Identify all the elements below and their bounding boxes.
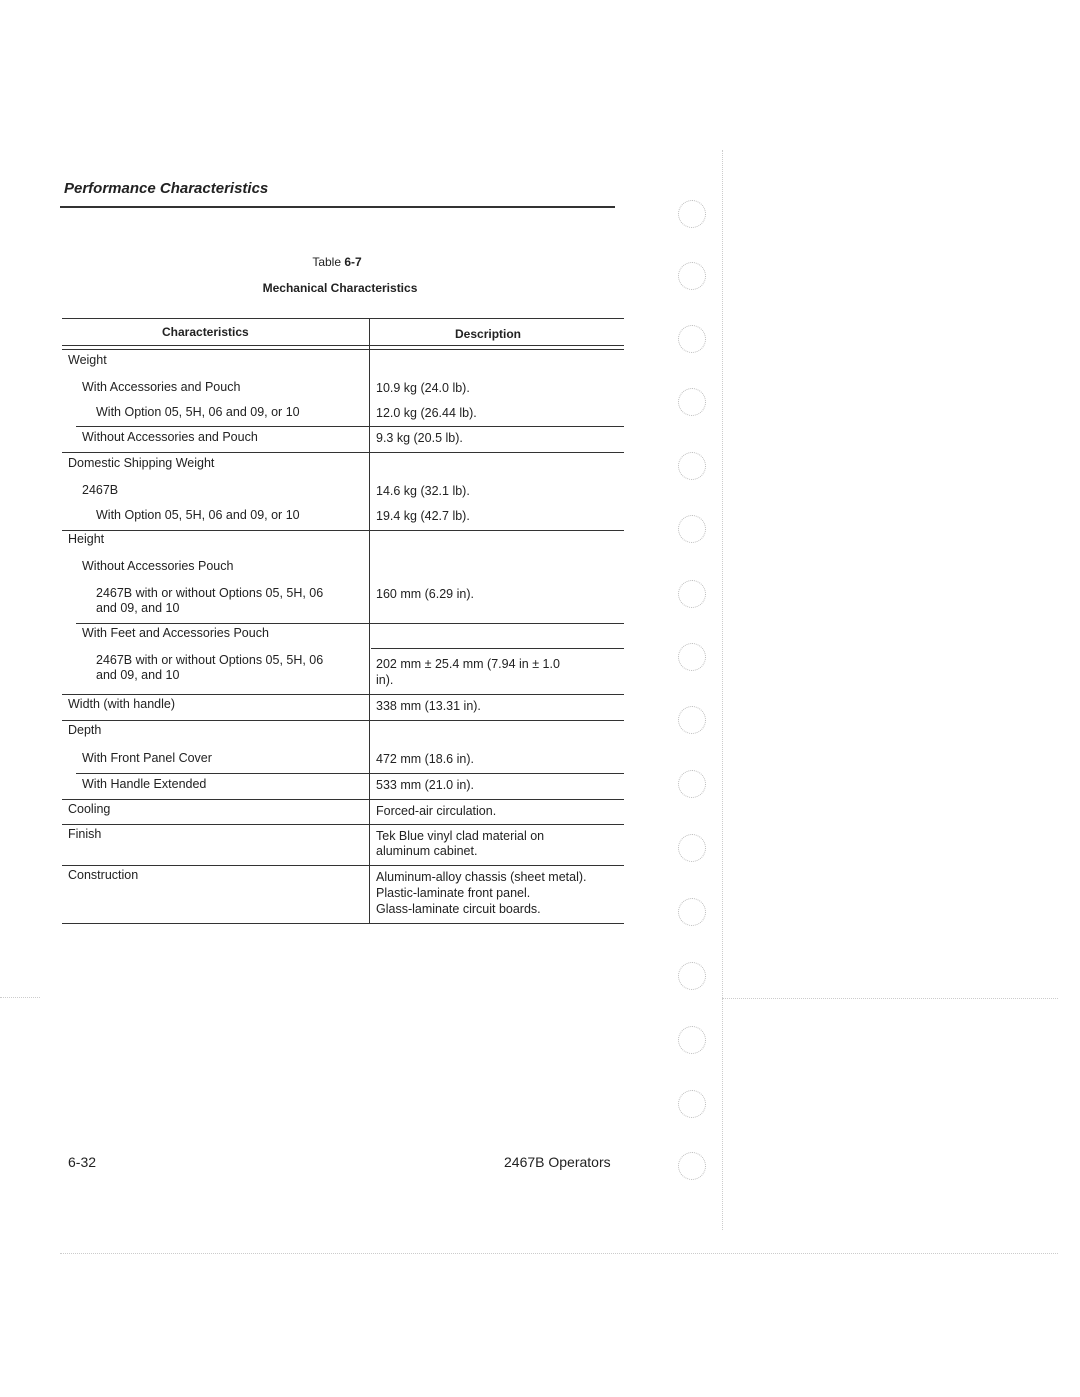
row-domestic-shipping: Domestic Shipping Weight <box>68 456 215 470</box>
row-cooling: Cooling <box>68 802 111 816</box>
value-without-accessories: 9.3 kg (20.5 lb). <box>376 431 463 445</box>
binder-hole <box>678 643 706 671</box>
row-with-feet: With Feet and Accessories Pouch <box>82 626 269 640</box>
row-height-option-1: 2467B with or without Options 05, 5H, 06 <box>96 586 324 600</box>
row-with-option: With Option 05, 5H, 06 and 09, or 10 <box>96 405 300 419</box>
value-model: 14.6 kg (32.1 lb). <box>376 484 470 498</box>
manual-title: 2467B Operators <box>504 1154 611 1170</box>
row-model: 2467B <box>82 483 119 497</box>
row-rule <box>62 824 624 825</box>
row-height-option-2: 2467B with or without Options 05, 5H, 06 <box>96 653 324 667</box>
table-number-label: Table <box>312 255 341 269</box>
value-height-option-1: 160 mm (6.29 in). <box>376 587 474 601</box>
table-number <box>57 255 617 269</box>
row-shipping-option: With Option 05, 5H, 06 and 09, or 10 <box>96 508 300 522</box>
row-finish: Finish <box>68 827 102 841</box>
row-height: Height <box>68 532 105 546</box>
row-rule <box>76 623 624 624</box>
scan-artifact <box>722 998 1058 999</box>
value-width: 338 mm (13.31 in). <box>376 699 481 713</box>
row-rule <box>62 694 624 695</box>
binder-hole <box>678 1152 706 1180</box>
binder-hole <box>678 580 706 608</box>
value-height-option-2-cont: in). <box>376 673 394 687</box>
header-characteristics: Characteristics <box>162 325 249 339</box>
row-height-option-1-cont: and 09, and 10 <box>96 601 180 615</box>
column-divider <box>369 318 370 923</box>
row-without-accessories-pouch: Without Accessories Pouch <box>82 559 234 573</box>
row-without-accessories: Without Accessories and Pouch <box>82 430 258 444</box>
value-construction-1: Aluminum-alloy chassis (sheet metal). <box>376 870 587 884</box>
binder-hole <box>678 325 706 353</box>
value-finish-cont: aluminum cabinet. <box>376 844 478 858</box>
row-rule <box>76 426 624 427</box>
row-rule <box>371 648 624 649</box>
scan-artifact <box>60 1253 1058 1254</box>
table-bottom-rule <box>62 923 624 924</box>
table-number-value: 6-7 <box>344 255 362 269</box>
binder-edge <box>722 150 723 1230</box>
value-front-panel-cover: 472 mm (18.6 in). <box>376 752 474 766</box>
binder-hole <box>678 834 706 862</box>
value-finish: Tek Blue vinyl clad material on <box>376 829 545 843</box>
row-rule <box>62 530 624 531</box>
binder-hole <box>678 1090 706 1118</box>
value-with-option: 12.0 kg (26.44 lb). <box>376 406 477 420</box>
value-handle-extended: 533 mm (21.0 in). <box>376 778 474 792</box>
page-number: 6-32 <box>68 1154 97 1170</box>
header-rule-1 <box>62 345 624 346</box>
row-handle-extended: With Handle Extended <box>82 777 207 791</box>
table-top-rule <box>62 318 624 319</box>
binder-hole <box>678 898 706 926</box>
binder-hole <box>678 706 706 734</box>
table-title: Mechanical Characteristics <box>262 281 418 295</box>
binder-hole <box>678 770 706 798</box>
row-rule <box>62 720 624 721</box>
row-depth: Depth <box>68 723 102 737</box>
value-height-option-2: 202 mm ± 25.4 mm (7.94 in ± 1.0 <box>376 657 560 671</box>
row-weight: Weight <box>68 353 107 367</box>
binder-hole <box>678 262 706 290</box>
value-cooling: Forced-air circulation. <box>376 804 497 818</box>
value-construction-3: Glass-laminate circuit boards. <box>376 902 541 916</box>
scan-artifact <box>0 997 40 998</box>
binder-hole <box>678 388 706 416</box>
row-construction: Construction <box>68 868 139 882</box>
value-shipping-option: 19.4 kg (42.7 lb). <box>376 509 470 523</box>
row-with-accessories-pouch: With Accessories and Pouch <box>82 380 241 394</box>
row-width: Width (with handle) <box>68 697 175 711</box>
value-with-accessories-pouch: 10.9 kg (24.0 lb). <box>376 381 470 395</box>
section-rule <box>60 206 615 208</box>
header-description: Description <box>455 327 522 341</box>
row-rule <box>76 773 624 774</box>
row-rule <box>62 865 624 866</box>
section-title: Performance Characteristics <box>64 180 269 197</box>
header-rule-2 <box>62 349 624 350</box>
binder-hole <box>678 515 706 543</box>
row-rule <box>62 799 624 800</box>
value-construction-2: Plastic-laminate front panel. <box>376 886 531 900</box>
row-front-panel-cover: With Front Panel Cover <box>82 751 212 765</box>
binder-hole <box>678 452 706 480</box>
row-height-option-2-cont: and 09, and 10 <box>96 668 180 682</box>
binder-hole <box>678 1026 706 1054</box>
binder-hole <box>678 200 706 228</box>
binder-hole <box>678 962 706 990</box>
row-rule <box>62 452 624 453</box>
